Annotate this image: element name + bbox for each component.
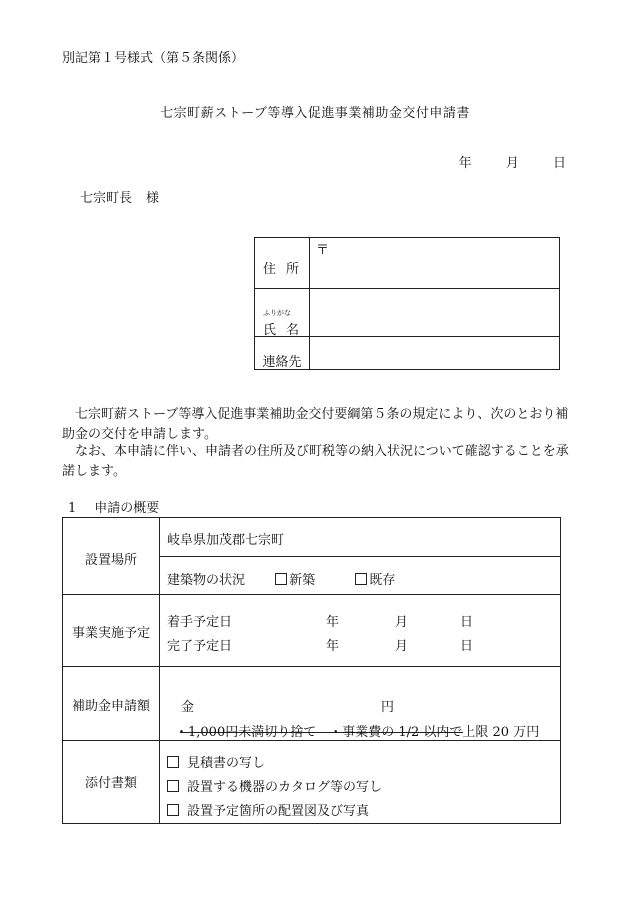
divider — [159, 556, 560, 557]
addressee-honorific: 様 — [146, 191, 160, 206]
end-year: 年 — [326, 639, 340, 654]
attachment-checkbox[interactable] — [167, 780, 179, 792]
option-new-label: 新築 — [289, 573, 316, 588]
date-day: 日 — [552, 156, 566, 171]
schedule-label: 事業実施予定 — [71, 626, 150, 641]
amount-note: ・1,000円未満切り捨て ・事業費の 1/2 以内で上限 20 万円 — [175, 725, 540, 740]
body-paragraph-1: 七宗町薪ストーブ等導入促進事業補助金交付要綱第５条の規定により、次のとおり補助金の交付を申請します。 — [62, 407, 569, 442]
option-existing-label: 既存 — [369, 573, 396, 588]
section-title: 申請の概要 — [94, 501, 160, 516]
attachment-text: 設置予定箇所の配置図及び写真 — [187, 804, 370, 819]
contact-label: 連絡先 — [262, 355, 302, 370]
document-title: 七宗町薪ストーブ等導入促進事業補助金交付申請書 — [160, 106, 470, 121]
column-divider — [159, 518, 160, 823]
location-label: 設置場所 — [84, 553, 137, 568]
divider — [255, 288, 559, 289]
amount-suffix: 円 — [381, 700, 395, 715]
checkbox-existing[interactable] — [355, 573, 369, 588]
application-outline-table — [62, 517, 561, 824]
section-number: 1 — [68, 501, 77, 516]
body-paragraph-2: なお、本申請に伴い、申請者の住所及び町税等の納入状況について確認することを承諾します。 — [62, 444, 569, 479]
attachment-item — [167, 800, 369, 819]
location-value: 岐阜県加茂郡七宗町 — [167, 533, 285, 548]
amount-prefix: 金 — [181, 700, 195, 715]
building-status-label: 建築物の状況 — [167, 573, 246, 588]
address-label: 住所 — [263, 262, 310, 277]
attachment-checkbox[interactable] — [167, 804, 179, 816]
start-date-label: 着手予定日 — [167, 615, 233, 630]
furigana-label: ふりがな — [263, 309, 291, 317]
attachment-text: 設置する機器のカタログ等の写し — [187, 780, 383, 795]
start-month: 月 — [395, 615, 409, 630]
start-day: 日 — [460, 615, 474, 630]
attachment-text: 見積書の写し — [187, 756, 266, 771]
amount-label: 補助金申請額 — [71, 699, 150, 714]
section-heading — [68, 497, 159, 516]
attachment-item — [167, 776, 382, 795]
form-reference: 別記第１号様式（第５条関係） — [62, 51, 245, 66]
date-year: 年 — [458, 156, 472, 171]
addressee-name: 七宗町長 — [80, 191, 133, 206]
checkbox-new[interactable] — [275, 573, 289, 588]
start-year: 年 — [326, 615, 340, 630]
attachments-label: 添付書類 — [84, 776, 137, 791]
building-status-row — [167, 569, 395, 588]
date-month: 月 — [505, 156, 519, 171]
postal-mark: 〒 — [316, 243, 330, 258]
divider — [63, 740, 560, 741]
attachment-item — [167, 752, 265, 771]
end-day: 日 — [460, 639, 474, 654]
applicant-box — [254, 237, 560, 370]
addressee — [80, 187, 159, 206]
date-line — [429, 152, 566, 171]
divider — [63, 666, 560, 667]
end-date-label: 完了予定日 — [167, 639, 233, 654]
end-month: 月 — [395, 639, 409, 654]
divider — [63, 594, 560, 595]
attachment-checkbox[interactable] — [167, 756, 179, 768]
name-label: 氏名 — [263, 323, 310, 338]
